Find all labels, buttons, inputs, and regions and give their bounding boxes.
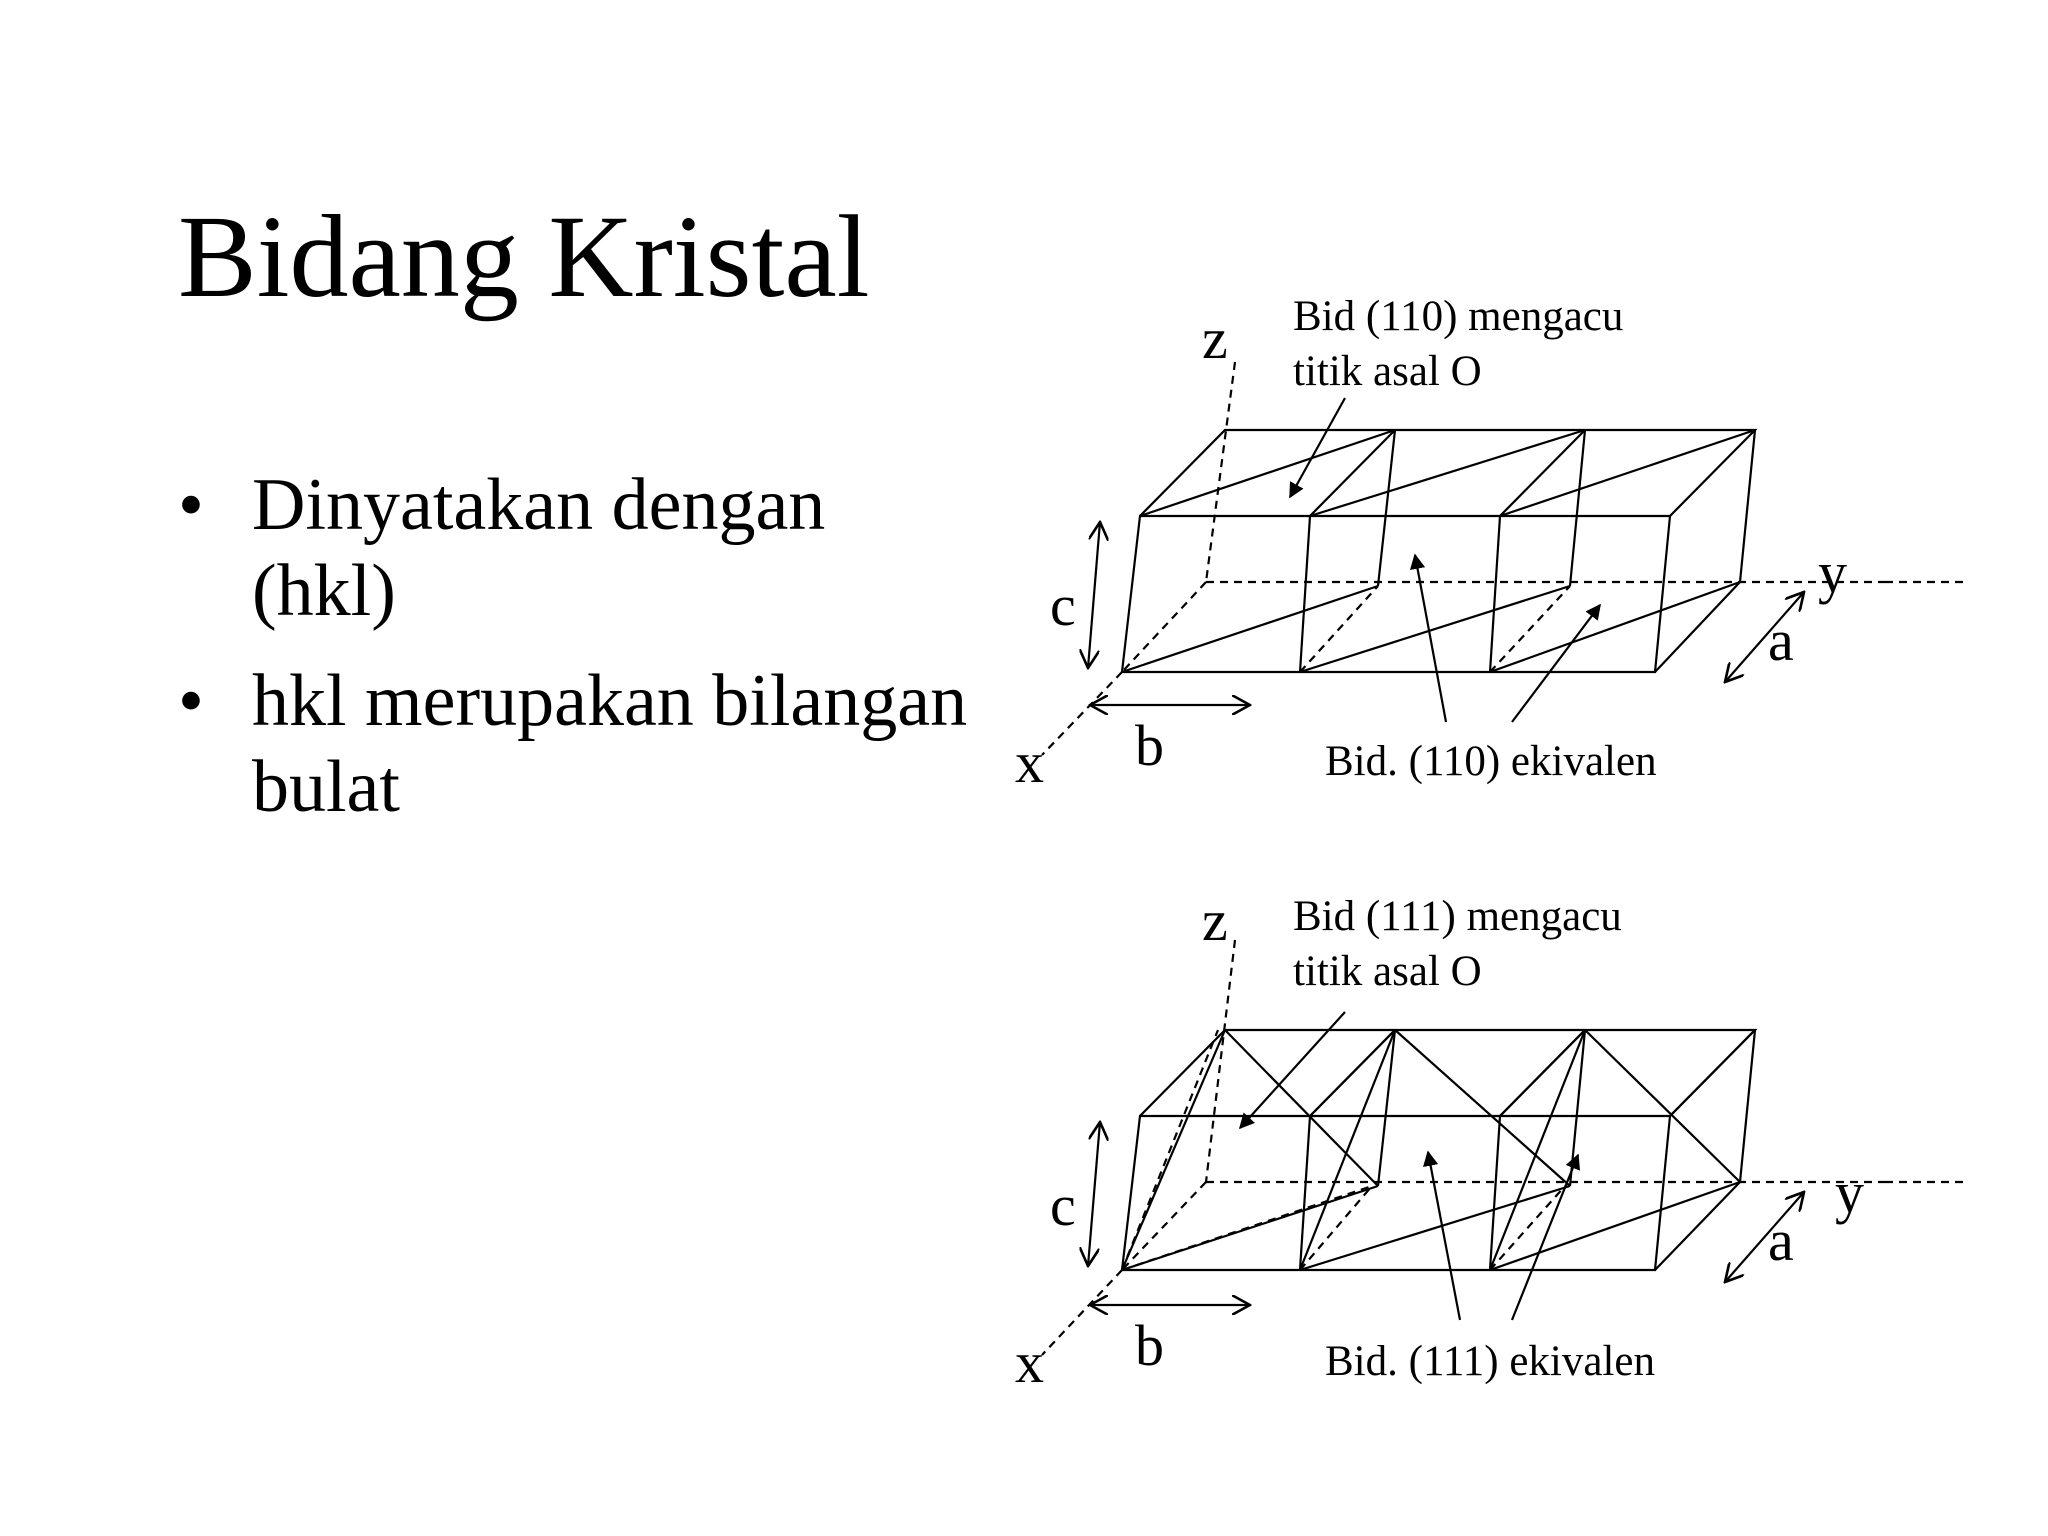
pointer-arrows bbox=[1240, 1012, 1578, 1320]
diagram-110-labels bbox=[1015, 293, 1847, 795]
dimension-arrows bbox=[1088, 1122, 1804, 1305]
label-bottom: Bid. (111) ekivalen bbox=[1325, 1338, 1655, 1385]
label-top-line2: titik asal O bbox=[1293, 348, 1482, 395]
planes-110 bbox=[1122, 430, 1755, 672]
planes-111 bbox=[1122, 1030, 1755, 1270]
slide-title: Bidang Kristal bbox=[178, 191, 870, 322]
axis-y-label: y bbox=[1835, 1160, 1864, 1225]
label-top-line1: Bid (111) mengacu bbox=[1293, 893, 1622, 940]
axis-x-label: x bbox=[1015, 1330, 1044, 1395]
dim-c-label: c bbox=[1050, 573, 1076, 638]
box-edges bbox=[1122, 1030, 1755, 1270]
dim-b-label: b bbox=[1135, 1313, 1164, 1378]
dimension-arrows bbox=[1088, 522, 1804, 705]
dim-a-label: a bbox=[1768, 608, 1794, 673]
bullet-text: hkl merupakan bilangan bulat bbox=[252, 660, 968, 828]
axis-y-label: y bbox=[1818, 540, 1847, 605]
diagram-111-labels bbox=[1015, 888, 1864, 1395]
bullet-text: Dinyatakan dengan (hkl) bbox=[252, 464, 826, 632]
axis-z-label: z bbox=[1202, 306, 1228, 371]
diagram-111 bbox=[1042, 940, 1968, 1355]
dim-c-label: c bbox=[1050, 1173, 1076, 1238]
bullet-marker: • bbox=[178, 660, 204, 742]
axis-x-label: x bbox=[1015, 730, 1044, 795]
box-edges bbox=[1122, 430, 1755, 672]
pointer-arrows bbox=[1290, 398, 1600, 722]
label-bottom: Bid. (110) ekivalen bbox=[1325, 738, 1657, 785]
label-top-line1: Bid (110) mengacu bbox=[1293, 293, 1624, 340]
dashed-axes bbox=[1042, 940, 1968, 1355]
dim-a-label: a bbox=[1768, 1208, 1794, 1273]
dim-b-label: b bbox=[1135, 713, 1164, 778]
bullet-marker: • bbox=[178, 464, 204, 546]
label-top-line2: titik asal O bbox=[1293, 948, 1482, 995]
axis-z-label: z bbox=[1202, 888, 1228, 953]
